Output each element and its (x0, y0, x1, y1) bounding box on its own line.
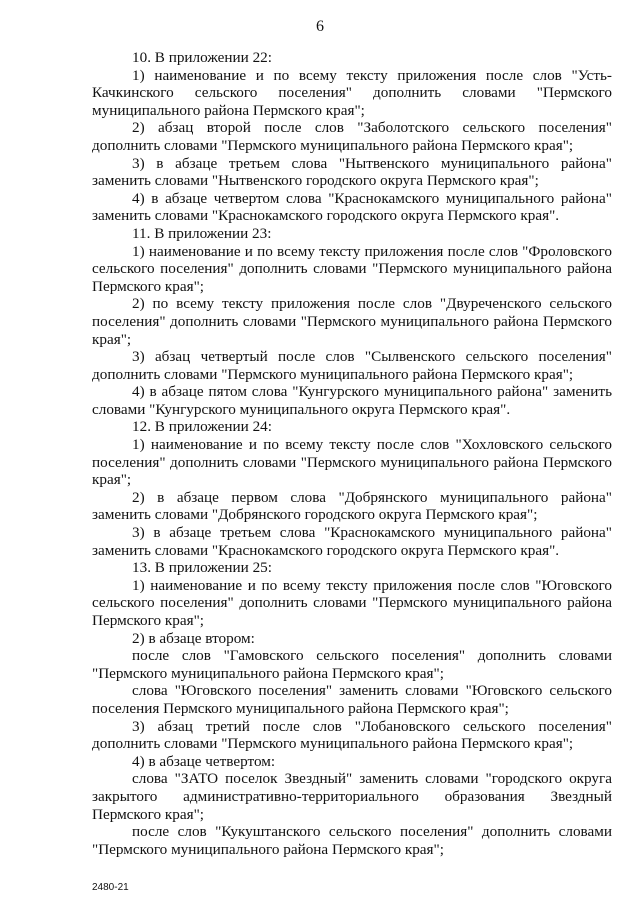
paragraph: 11. В приложении 23: (132, 224, 272, 242)
paragraph: 10. В приложении 22: (132, 49, 272, 66)
paragraph: 3) абзац третий после слов "Лобановского сельского поселения" дополнить словами "Пермского муниципального района Пермского края"; (92, 717, 612, 753)
paragraph: 2) по всему тексту приложения после слов "Двуреченского сельского поселения" дополнить словами "Пермского муниципального района Пермского края"; (92, 295, 612, 348)
paragraph: 2) абзац второй после слов "Заболотского сельского поселения" дополнить словами "Пермского муниципального района Пермского края"; (92, 119, 612, 154)
paragraph: 13. В приложении 25: (132, 559, 272, 577)
paragraph: 1) наименование и по всему тексту приложения после слов "Юговского сельского поселения" дополнить словами "Пермского муниципального района Пермского края"; (92, 576, 612, 629)
paragraph: 3) в абзаце третьем слова "Краснокамского муниципального района" заменить словами "Краснокамского городского округа Пермского края". (92, 524, 612, 559)
paragraph: 12. В приложении 24: (132, 418, 272, 436)
paragraph: 1) наименование и по всему тексту приложения после слов "Фроловского сельского поселения" дополнить словами "Пермского муниципального района Пермского края"; (92, 242, 612, 295)
paragraph: 1) наименование и по всему тексту приложения после слов "Усть-Качкинского сельского поселения" дополнить словами "Пермского муниципального района Пермского края"; (92, 66, 612, 119)
paragraph: после слов "Кукуштанского сельского поселения" дополнить словами "Пермского муниципального района Пермского края"; (92, 823, 612, 858)
paragraph: 4) в абзаце четвертом: (132, 752, 276, 770)
paragraph: слова "ЗАТО поселок Звездный" заменить словами "городского округа закрытого административно-территориального образования Звездный Пермского края"; (92, 770, 612, 823)
page-number: 6 (316, 18, 324, 35)
paragraph: 2) в абзаце втором: (132, 629, 255, 647)
paragraph: 4) в абзаце пятом слова "Кунгурского муниципального района" заменить словами "Кунгурского муниципального округа Пермского края". (92, 383, 612, 418)
document-body (92, 49, 612, 858)
paragraph: 4) в абзаце четвертом слова "Краснокамского муниципального района" заменить словами "Краснокамского городского округа Пермского края". (92, 189, 612, 225)
document-code: 2480-21 (92, 882, 129, 893)
paragraph: 1) наименование и по всему тексту после слов "Хохловского сельского поселения" дополнить словами "Пермского муниципального района Пермского края"; (92, 436, 612, 489)
paragraph: слова "Юговского поселения" заменить словами "Юговского сельского поселения Пермского муниципального района Пермского края"; (92, 682, 612, 717)
paragraph: 3) в абзаце третьем слова "Нытвенского муниципального района" заменить словами "Нытвенского городского округа Пермского края"; (92, 154, 612, 190)
paragraph: 2) в абзаце первом слова "Добрянского муниципального района" заменить словами "Добрянского городского округа Пермского края"; (92, 488, 612, 524)
paragraph: 3) абзац четвертый после слов "Сылвенского сельского поселения" дополнить словами "Пермского муниципального района Пермского края"; (92, 348, 612, 383)
paragraph: после слов "Гамовского сельского поселения" дополнить словами "Пермского муниципального района Пермского края"; (92, 647, 612, 682)
